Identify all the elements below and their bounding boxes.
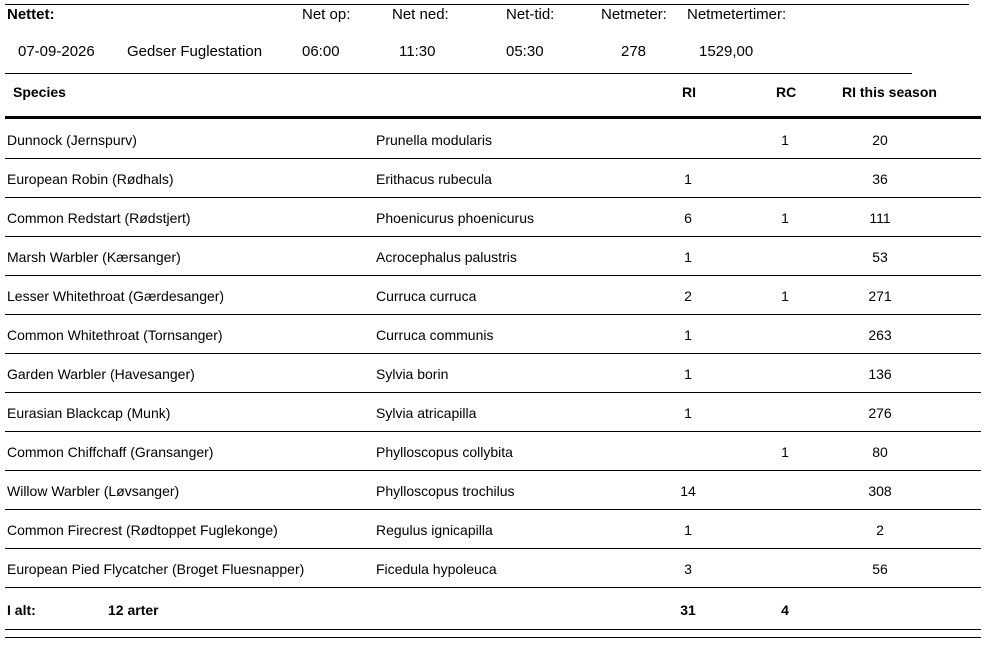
table-row bbox=[0, 120, 989, 159]
latin-name: Curruca curruca bbox=[376, 288, 477, 304]
ri-season-value: 308 bbox=[868, 483, 892, 499]
table-row bbox=[0, 510, 989, 549]
species-name: Common Redstart (Rødstjert) bbox=[7, 210, 191, 226]
latin-name: Phylloscopus collybita bbox=[376, 444, 513, 460]
table-row bbox=[0, 159, 989, 198]
total-label: I alt: bbox=[7, 602, 36, 618]
species-name: Dunnock (Jernspurv) bbox=[7, 132, 137, 148]
ri-value: 2 bbox=[684, 288, 692, 304]
total-ri: 31 bbox=[680, 602, 696, 618]
rc-value: 1 bbox=[781, 210, 789, 226]
ri-season-value: 111 bbox=[869, 210, 891, 226]
table-row bbox=[0, 549, 989, 588]
table-row bbox=[0, 432, 989, 471]
ri-value: 1 bbox=[684, 171, 692, 187]
latin-name: Curruca communis bbox=[376, 327, 494, 343]
latin-name: Sylvia atricapilla bbox=[376, 405, 477, 421]
latin-name: Acrocephalus palustris bbox=[376, 249, 517, 265]
species-name: Lesser Whitethroat (Gærdesanger) bbox=[7, 288, 225, 304]
latin-name: Regulus ignicapilla bbox=[376, 522, 493, 538]
latin-name: Phylloscopus trochilus bbox=[376, 483, 515, 499]
species-name: Eurasian Blackcap (Munk) bbox=[7, 405, 171, 421]
net-tid-label: Net-tid: bbox=[506, 6, 555, 23]
net-ned-label: Net ned: bbox=[392, 6, 449, 23]
table-row bbox=[0, 315, 989, 354]
table-row bbox=[0, 237, 989, 276]
latin-name: Sylvia borin bbox=[376, 366, 449, 382]
ri-value: 6 bbox=[684, 210, 692, 226]
date-value: 07-09-2026 bbox=[18, 43, 95, 60]
ri-value: 1 bbox=[684, 249, 692, 265]
rc-value: 1 bbox=[781, 132, 789, 148]
ri-season-value: 53 bbox=[872, 249, 888, 265]
species-name: Garden Warbler (Havesanger) bbox=[7, 366, 195, 382]
netmeter-label: Netmeter: bbox=[601, 6, 667, 23]
station-value: Gedser Fuglestation bbox=[127, 43, 263, 60]
species-name: European Robin (Rødhals) bbox=[7, 171, 174, 187]
rc-value: 1 bbox=[781, 444, 789, 460]
species-name: Willow Warbler (Løvsanger) bbox=[7, 483, 180, 499]
total-species-count: 12 arter bbox=[108, 602, 159, 618]
ri-season-value: 276 bbox=[868, 405, 892, 421]
net-ned-value: 11:30 bbox=[399, 43, 436, 60]
ri-season-value: 271 bbox=[868, 288, 892, 304]
column-header-rc: RC bbox=[776, 84, 797, 100]
table-row bbox=[0, 276, 989, 315]
ri-value: 1 bbox=[684, 366, 692, 382]
bottom-rule bbox=[5, 637, 981, 638]
table-row bbox=[0, 198, 989, 237]
net-op-value: 06:00 bbox=[302, 43, 340, 60]
ri-season-value: 56 bbox=[872, 561, 888, 577]
netmetertimer-label: Netmetertimer: bbox=[687, 6, 787, 23]
ri-season-value: 2 bbox=[876, 522, 884, 538]
column-header-rule bbox=[5, 116, 981, 119]
species-name: Common Whitethroat (Tornsanger) bbox=[7, 327, 223, 343]
total-rc: 4 bbox=[781, 602, 789, 618]
ri-value: 1 bbox=[684, 522, 692, 538]
species-name: European Pied Flycatcher (Broget Fluesnapper) bbox=[7, 561, 305, 577]
table-row bbox=[0, 393, 989, 432]
rc-value: 1 bbox=[781, 288, 789, 304]
ri-value: 14 bbox=[680, 483, 696, 499]
latin-name: Phoenicurus phoenicurus bbox=[376, 210, 534, 226]
column-header-species: Species bbox=[13, 84, 66, 100]
ri-value: 3 bbox=[684, 561, 692, 577]
net-tid-value: 05:30 bbox=[506, 43, 544, 60]
table-row bbox=[0, 354, 989, 393]
latin-name: Ficedula hypoleuca bbox=[376, 561, 497, 577]
netmeter-value: 278 bbox=[621, 43, 647, 60]
column-header-ri: RI bbox=[682, 84, 696, 100]
species-name: Common Firecrest (Rødtoppet Fuglekonge) bbox=[7, 522, 278, 538]
ri-season-value: 263 bbox=[868, 327, 892, 343]
ri-value: 1 bbox=[684, 405, 692, 421]
ri-value: 1 bbox=[684, 327, 692, 343]
ri-season-value: 36 bbox=[872, 171, 888, 187]
netmetertimer-value: 1529,00 bbox=[699, 43, 754, 60]
ri-season-value: 20 bbox=[872, 132, 888, 148]
ri-season-value: 136 bbox=[868, 366, 892, 382]
table-row bbox=[0, 471, 989, 510]
latin-name: Erithacus rubecula bbox=[376, 171, 492, 187]
header-rule bbox=[5, 73, 912, 74]
column-header-ri-season: RI this season bbox=[842, 84, 937, 100]
row-divider bbox=[5, 629, 981, 630]
net-op-label: Net op: bbox=[302, 6, 351, 23]
latin-name: Prunella modularis bbox=[376, 132, 492, 148]
top-rule bbox=[5, 4, 969, 5]
total-row bbox=[0, 588, 989, 630]
species-name: Marsh Warbler (Kærsanger) bbox=[7, 249, 181, 265]
nettet-label: Nettet: bbox=[7, 6, 55, 23]
species-name: Common Chiffchaff (Gransanger) bbox=[7, 444, 214, 460]
ri-season-value: 80 bbox=[872, 444, 888, 460]
